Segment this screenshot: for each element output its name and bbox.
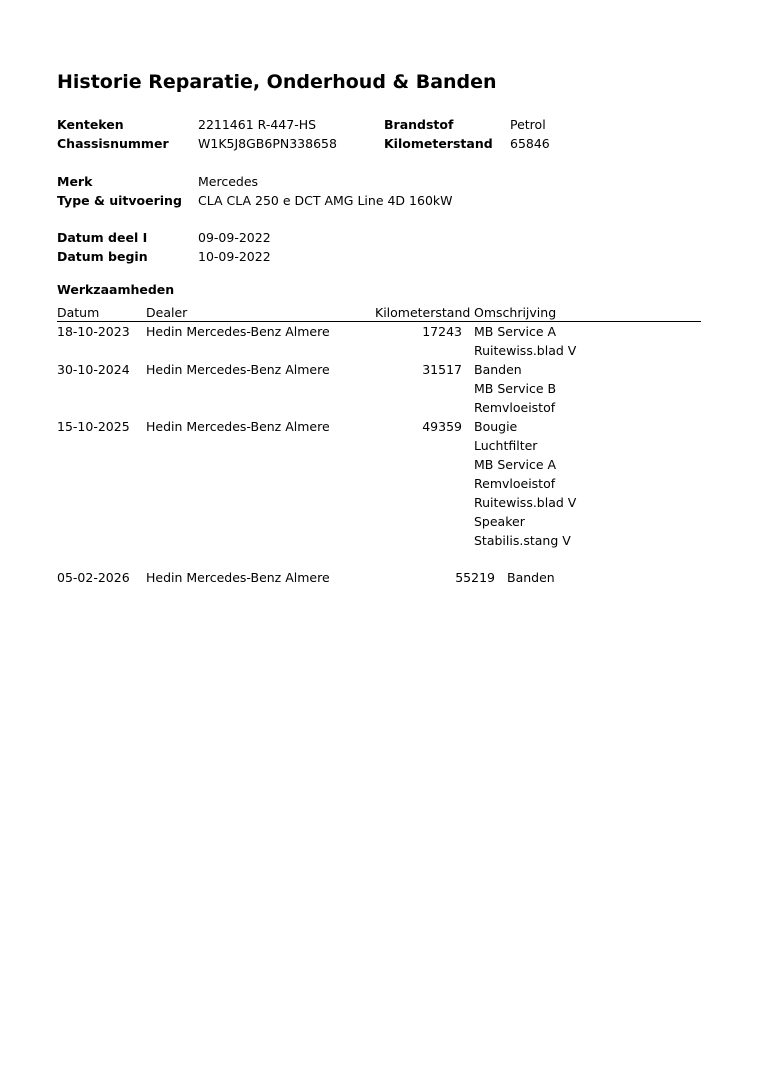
datum-begin-value: 10-09-2022 <box>198 249 271 264</box>
brandstof-label: Brandstof <box>384 117 454 132</box>
merk-label: Merk <box>57 174 93 189</box>
chassisnummer-value: W1K5J8GB6PN338658 <box>198 136 337 151</box>
chassisnummer-label: Chassisnummer <box>57 136 169 151</box>
row-omschrijving-item: MB Service B <box>474 381 557 396</box>
row-omschrijving-item: Remvloeistof <box>474 400 556 415</box>
row-datum: 18-10-2023 <box>57 324 130 339</box>
row-omschrijving-item: Remvloeistof <box>474 476 556 491</box>
row-kilometerstand: 55219 <box>455 570 495 585</box>
kenteken-label: Kenteken <box>57 117 124 132</box>
row-datum: 15-10-2025 <box>57 419 130 434</box>
row-kilometerstand: 31517 <box>422 362 462 377</box>
kilometerstand-label: Kilometerstand <box>384 136 493 151</box>
datum-deel-value: 09-09-2022 <box>198 230 271 245</box>
datum-begin-label: Datum begin <box>57 249 148 264</box>
row-dealer: Hedin Mercedes-Benz Almere <box>146 419 330 434</box>
kilometerstand-value: 65846 <box>510 136 550 151</box>
row-dealer: Hedin Mercedes-Benz Almere <box>146 570 330 585</box>
row-omschrijving-item: Speaker <box>474 514 525 529</box>
datum-deel-label: Datum deel I <box>57 230 148 245</box>
type-value: CLA CLA 250 e DCT AMG Line 4D 160kW <box>198 193 453 208</box>
row-omschrijving-item: Ruitewiss.blad V <box>474 495 577 510</box>
header-divider <box>57 321 701 322</box>
column-header-datum: Datum <box>57 305 100 320</box>
brandstof-value: Petrol <box>510 117 546 132</box>
row-omschrijving-item: Bougie <box>474 419 518 434</box>
kenteken-value: 2211461 R-447-HS <box>198 117 317 132</box>
type-label: Type & uitvoering <box>57 193 182 208</box>
column-header-kilometerstand: Kilometerstand <box>375 305 471 320</box>
column-header-omschrijving: Omschrijving <box>474 305 557 320</box>
merk-value: Mercedes <box>198 174 259 189</box>
row-datum: 30-10-2024 <box>57 362 130 377</box>
row-datum: 05-02-2026 <box>57 570 130 585</box>
row-dealer: Hedin Mercedes-Benz Almere <box>146 324 330 339</box>
row-kilometerstand: 49359 <box>422 419 462 434</box>
row-omschrijving-item: Banden <box>474 362 522 377</box>
row-omschrijving-item: Stabilis.stang V <box>474 533 571 548</box>
row-dealer: Hedin Mercedes-Benz Almere <box>146 362 330 377</box>
row-omschrijving-item: Banden <box>507 570 555 585</box>
row-kilometerstand: 17243 <box>422 324 462 339</box>
row-omschrijving-item: Ruitewiss.blad V <box>474 343 577 358</box>
werkzaamheden-heading: Werkzaamheden <box>57 282 175 297</box>
page-title: Historie Reparatie, Onderhoud & Banden <box>57 71 497 93</box>
row-omschrijving-item: MB Service A <box>474 457 557 472</box>
row-omschrijving-item: Luchtfilter <box>474 438 538 453</box>
column-header-dealer: Dealer <box>146 305 188 320</box>
row-omschrijving-item: MB Service A <box>474 324 557 339</box>
